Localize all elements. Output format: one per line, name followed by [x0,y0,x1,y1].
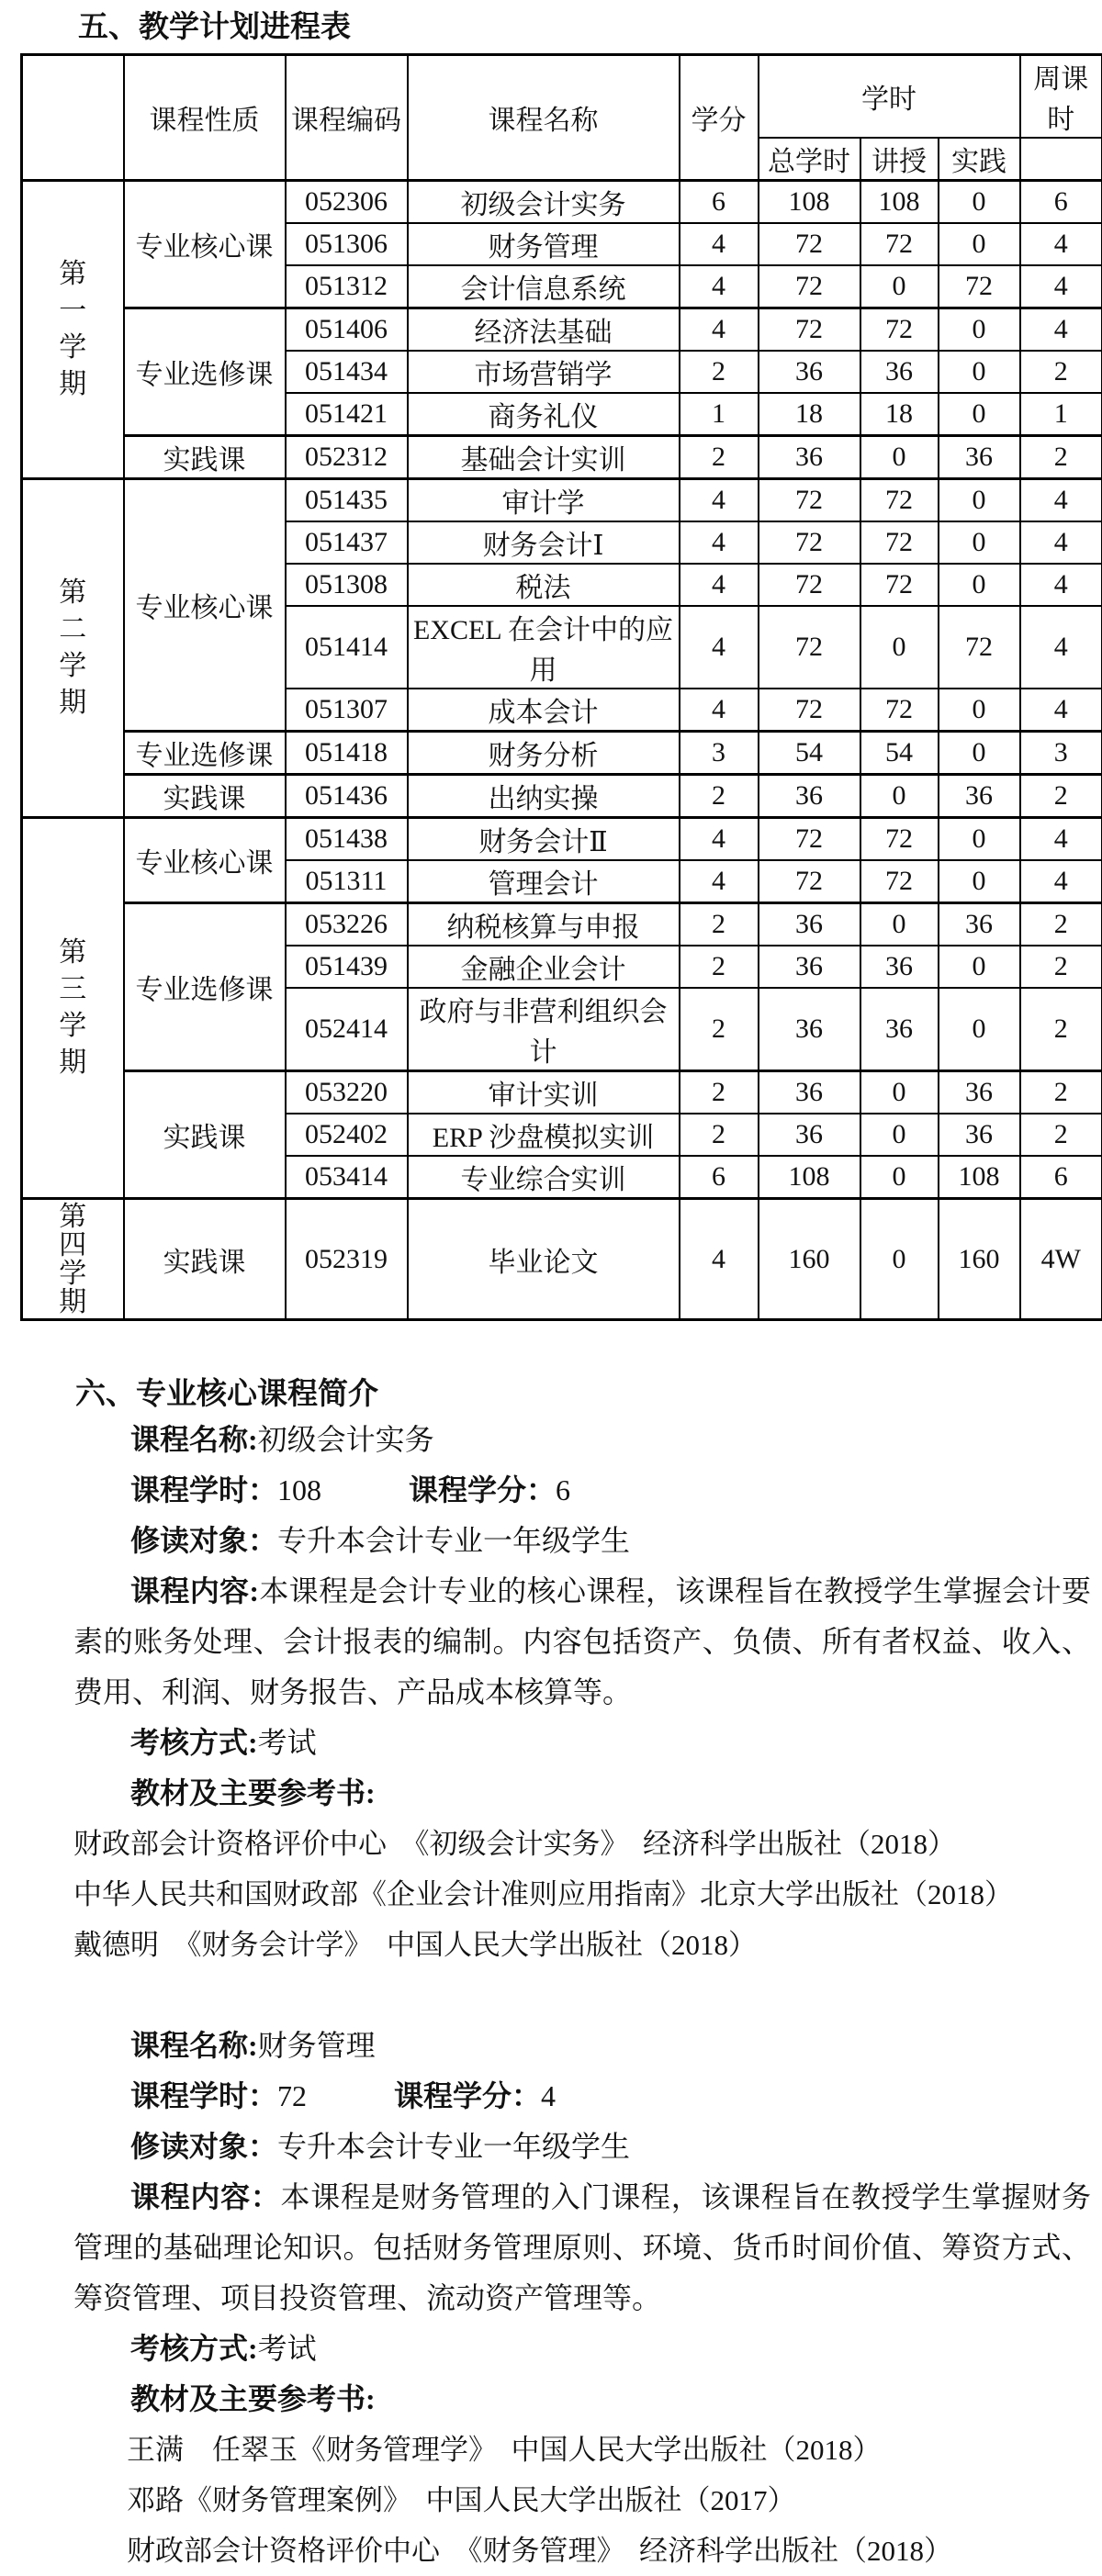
cell-credits: 4 [680,818,759,861]
cell-code: 051406 [286,308,408,352]
cell-total: 72 [759,564,860,606]
course-nature-cell: 专业选修课 [124,903,286,1071]
cell-lecture: 72 [860,479,939,522]
document-page [0,7,1102,2576]
cell-weekly: 3 [1020,732,1102,775]
course-nature-cell: 实践课 [124,775,286,818]
reference-book: 邓路《财务管理案例》 中国人民大学出版社（2017） [127,2475,1102,2526]
course-nature-cell: 专业核心课 [124,479,286,732]
cell-weekly: 2 [1020,1114,1102,1156]
cell-code: 052414 [286,988,408,1071]
cell-lecture: 0 [860,1114,939,1156]
cell-practice: 108 [939,1156,1020,1199]
course-nature-cell: 实践课 [124,436,286,479]
cell-weekly: 2 [1020,436,1102,479]
cell-name: 成本会计 [408,689,680,732]
cell-lecture: 18 [860,393,939,436]
course-name-value: 初级会计实务 [258,1423,434,1456]
cell-total: 36 [759,946,860,988]
cell-code: 053220 [286,1071,408,1114]
header-total-hours: 总学时 [759,138,860,181]
course-audience-line [130,2122,1102,2172]
course-name-value: 财务管理 [258,2029,376,2062]
course-row [22,732,1102,775]
cell-total: 72 [759,308,860,352]
cell-credits: 2 [680,903,759,946]
cell-practice: 0 [939,181,1020,224]
cell-lecture: 72 [860,818,939,861]
cell-lecture: 72 [860,521,939,564]
cell-name: 初级会计实务 [408,181,680,224]
cell-name: 税法 [408,564,680,606]
cell-total: 72 [759,521,860,564]
cell-lecture: 36 [860,946,939,988]
cell-total: 18 [759,393,860,436]
cell-total: 72 [759,265,860,308]
course-row [22,436,1102,479]
cell-credits: 4 [680,689,759,732]
cell-total: 72 [759,818,860,861]
semester-label: 第 四 学 期 [22,1199,124,1320]
course-books-label: 教材及主要参考书: [130,2382,376,2415]
course-books-label: 教材及主要参考书: [130,1776,376,1809]
cell-lecture: 0 [860,1199,939,1320]
reference-book: 财政部会计资格评价中心 《初级会计实务》 经济科学出版社（2018） [73,1819,1102,1869]
course-credits-label: 课程学分： [409,1473,556,1506]
cell-name: 专业综合实训 [408,1156,680,1199]
cell-name: 管理会计 [408,860,680,903]
table-header-row-1 [22,55,1102,139]
cell-weekly: 6 [1020,1156,1102,1199]
plan-table-body [22,55,1102,1320]
course-content-paragraph [73,1566,1091,1718]
cell-practice: 0 [939,521,1020,564]
course-audience-label: 修读对象： [130,2130,277,2163]
course-row [22,308,1102,352]
course-assessment-label: 考核方式: [130,1726,258,1759]
cell-credits: 4 [680,1199,759,1320]
cell-credits: 2 [680,351,759,393]
course-content-label: 课程内容： [130,2180,281,2213]
cell-lecture: 0 [860,775,939,818]
course-credits-label: 课程学分： [394,2079,541,2112]
cell-total: 54 [759,732,860,775]
cell-name: 商务礼仪 [408,393,680,436]
course-nature-cell: 实践课 [124,1199,286,1320]
cell-weekly: 4 [1020,689,1102,732]
cell-total: 36 [759,436,860,479]
cell-weekly: 2 [1020,903,1102,946]
cell-weekly: 1 [1020,393,1102,436]
cell-code: 051437 [286,521,408,564]
cell-code: 053414 [286,1156,408,1199]
course-intro-block-2 [0,2021,1102,2576]
cell-lecture: 0 [860,265,939,308]
cell-total: 72 [759,479,860,522]
course-row [22,775,1102,818]
cell-name: 出纳实操 [408,775,680,818]
cell-practice: 36 [939,775,1020,818]
course-name-line [130,2021,1102,2071]
course-row [22,903,1102,946]
cell-weekly: 4 [1020,223,1102,265]
course-row [22,1199,1102,1320]
cell-practice: 36 [939,1071,1020,1114]
cell-practice: 0 [939,988,1020,1071]
cell-code: 051435 [286,479,408,522]
cell-credits: 2 [680,988,759,1071]
cell-weekly: 4 [1020,818,1102,861]
cell-credits: 2 [680,1071,759,1114]
cell-practice: 0 [939,308,1020,352]
course-assessment-value: 考试 [258,2332,317,2365]
cell-credits: 4 [680,564,759,606]
cell-name: EXCEL 在会计中的应用 [408,606,680,689]
course-audience-value: 专升本会计专业一年级学生 [277,2130,630,2163]
cell-lecture: 36 [860,351,939,393]
cell-credits: 4 [680,479,759,522]
cell-name: 经济法基础 [408,308,680,352]
reference-book: 戴德明 《财务会计学》 中国人民大学出版社（2018） [73,1920,1102,1970]
cell-lecture: 72 [860,564,939,606]
cell-total: 72 [759,223,860,265]
cell-practice: 0 [939,351,1020,393]
course-row [22,181,1102,224]
cell-name: 财务管理 [408,223,680,265]
cell-credits: 3 [680,732,759,775]
course-intro-block-1 [0,1415,1102,1970]
course-row [22,479,1102,522]
cell-weekly: 2 [1020,351,1102,393]
cell-credits: 4 [680,265,759,308]
cell-lecture: 0 [860,606,939,689]
cell-total: 72 [759,689,860,732]
cell-practice: 0 [939,564,1020,606]
reference-book: 财政部会计资格评价中心 《财务管理》 经济科学出版社（2018） [127,2526,1102,2576]
cell-weekly: 4W [1020,1199,1102,1320]
course-nature-cell: 专业核心课 [124,818,286,903]
reference-book: 中华人民共和国财政部《企业会计准则应用指南》北京大学出版社（2018） [73,1869,1102,1920]
course-assessment-value: 考试 [258,1726,317,1759]
course-books-label-line [130,2374,1102,2425]
section6-title: 六、专业核心课程简介 [75,1374,1102,1415]
cell-practice: 0 [939,732,1020,775]
course-content-value: 本课程是会计专业的核心课程，该课程旨在教授学生掌握会计要素的账务处理、会计报表的编制。内容包括资产、负债、所有者权益、收入、费用、利润、财务报告、产品成本核算等。 [73,1574,1091,1708]
cell-total: 36 [759,903,860,946]
cell-code: 051306 [286,223,408,265]
cell-credits: 4 [680,860,759,903]
cell-weekly: 4 [1020,308,1102,352]
course-hours-label: 课程学时： [130,2079,277,2112]
semester-header-cell [22,55,124,181]
cell-name: 金融企业会计 [408,946,680,988]
cell-credits: 1 [680,393,759,436]
cell-name: 市场营销学 [408,351,680,393]
cell-lecture: 54 [860,732,939,775]
cell-practice: 72 [939,265,1020,308]
header-practice: 实践 [939,138,1020,181]
cell-total: 108 [759,1156,860,1199]
cell-credits: 4 [680,606,759,689]
cell-name: 审计学 [408,479,680,522]
course-name-label: 课程名称: [130,2029,258,2062]
cell-total: 160 [759,1199,860,1320]
course-hours-line [130,2071,1102,2122]
cell-lecture: 108 [860,181,939,224]
course-nature-cell: 专业核心课 [124,181,286,308]
cell-code: 052402 [286,1114,408,1156]
cell-weekly: 4 [1020,564,1102,606]
cell-total: 36 [759,1114,860,1156]
course-hours-value: 72 [277,2079,307,2112]
cell-name: 纳税核算与申报 [408,903,680,946]
cell-name: 政府与非营利组织会计 [408,988,680,1071]
cell-total: 36 [759,775,860,818]
weekly-hours-empty-cell [1020,138,1102,181]
course-content-value: 本课程是财务管理的入门课程，该课程旨在教授学生掌握财务管理的基础理论知识。包括财务管理原则、环境、货币时间价值、筹资方式、筹资管理、项目投资管理、流动资产管理等。 [73,2180,1091,2314]
course-name-label: 课程名称: [130,1423,258,1456]
cell-credits: 2 [680,436,759,479]
cell-weekly: 4 [1020,479,1102,522]
cell-lecture: 0 [860,903,939,946]
cell-practice: 0 [939,223,1020,265]
course-audience-line [130,1516,1102,1566]
cell-credits: 6 [680,1156,759,1199]
cell-lecture: 36 [860,988,939,1071]
course-nature-cell: 实践课 [124,1071,286,1199]
cell-code: 052319 [286,1199,408,1320]
course-row [22,818,1102,861]
course-hours-label: 课程学时： [130,1473,277,1506]
course-content-label: 课程内容: [130,1574,259,1607]
cell-weekly: 4 [1020,265,1102,308]
cell-name: ERP 沙盘模拟实训 [408,1114,680,1156]
cell-total: 36 [759,988,860,1071]
course-hours-value: 108 [277,1473,321,1506]
header-course-nature: 课程性质 [124,55,286,181]
cell-practice: 0 [939,689,1020,732]
course-content-paragraph [73,2172,1091,2324]
cell-weekly: 4 [1020,606,1102,689]
cell-lecture: 72 [860,223,939,265]
cell-credits: 4 [680,223,759,265]
cell-weekly: 2 [1020,988,1102,1071]
cell-code: 051438 [286,818,408,861]
cell-name: 基础会计实训 [408,436,680,479]
header-credits: 学分 [680,55,759,181]
cell-weekly: 2 [1020,946,1102,988]
cell-weekly: 4 [1020,521,1102,564]
semester-label: 第 三 学 期 [22,818,124,1199]
cell-code: 051434 [286,351,408,393]
cell-code: 051311 [286,860,408,903]
cell-total: 72 [759,860,860,903]
cell-code: 051439 [286,946,408,988]
cell-practice: 0 [939,818,1020,861]
course-audience-label: 修读对象： [130,1524,277,1557]
cell-code: 051414 [286,606,408,689]
cell-credits: 2 [680,946,759,988]
course-assessment-line [130,2324,1102,2374]
semester-label: 第 二 学 期 [22,479,124,818]
cell-practice: 0 [939,393,1020,436]
header-course-code: 课程编码 [286,55,408,181]
cell-name: 毕业论文 [408,1199,680,1320]
cell-credits: 6 [680,181,759,224]
cell-lecture: 72 [860,308,939,352]
section5-title: 五、教学计划进程表 [78,7,1102,48]
cell-practice: 160 [939,1199,1020,1320]
cell-code: 051421 [286,393,408,436]
teaching-plan-table [20,53,1102,1321]
cell-total: 72 [759,606,860,689]
cell-practice: 0 [939,946,1020,988]
semester-label: 第 一 学 期 [22,181,124,479]
cell-code: 051418 [286,732,408,775]
cell-name: 会计信息系统 [408,265,680,308]
cell-name: 财务会计Ⅰ [408,521,680,564]
course-audience-value: 专升本会计专业一年级学生 [277,1524,630,1557]
cell-practice: 0 [939,860,1020,903]
course-books-label-line [130,1768,1102,1819]
cell-practice: 0 [939,479,1020,522]
cell-practice: 72 [939,606,1020,689]
course-nature-cell: 专业选修课 [124,732,286,775]
reference-book: 王满 任翠玉《财务管理学》 中国人民大学出版社（2018） [127,2425,1102,2475]
cell-code: 051312 [286,265,408,308]
cell-total: 36 [759,351,860,393]
cell-lecture: 72 [860,860,939,903]
cell-lecture: 0 [860,1156,939,1199]
cell-total: 108 [759,181,860,224]
cell-weekly: 2 [1020,775,1102,818]
course-assessment-label: 考核方式: [130,2332,258,2365]
cell-name: 审计实训 [408,1071,680,1114]
cell-credits: 2 [680,1114,759,1156]
course-credits-value: 6 [556,1473,570,1506]
cell-code: 053226 [286,903,408,946]
cell-credits: 4 [680,521,759,564]
cell-weekly: 6 [1020,181,1102,224]
cell-code: 052312 [286,436,408,479]
cell-code: 051436 [286,775,408,818]
header-lecture: 讲授 [860,138,939,181]
cell-credits: 2 [680,775,759,818]
cell-total: 36 [759,1071,860,1114]
cell-practice: 36 [939,903,1020,946]
cell-credits: 4 [680,308,759,352]
course-name-line [130,1415,1102,1465]
course-row [22,1071,1102,1114]
cell-weekly: 2 [1020,1071,1102,1114]
course-nature-cell: 专业选修课 [124,308,286,436]
cell-lecture: 0 [860,1071,939,1114]
cell-name: 财务分析 [408,732,680,775]
cell-code: 051307 [286,689,408,732]
header-weekly-hours: 周课时 [1020,55,1102,139]
cell-practice: 36 [939,1114,1020,1156]
header-hours: 学时 [759,55,1020,139]
cell-lecture: 0 [860,436,939,479]
cell-weekly: 4 [1020,860,1102,903]
course-assessment-line [130,1718,1102,1768]
course-hours-line [130,1465,1102,1516]
cell-code: 051308 [286,564,408,606]
course-credits-value: 4 [541,2079,556,2112]
header-course-name: 课程名称 [408,55,680,181]
cell-code: 052306 [286,181,408,224]
cell-practice: 36 [939,436,1020,479]
cell-lecture: 72 [860,689,939,732]
cell-name: 财务会计Ⅱ [408,818,680,861]
